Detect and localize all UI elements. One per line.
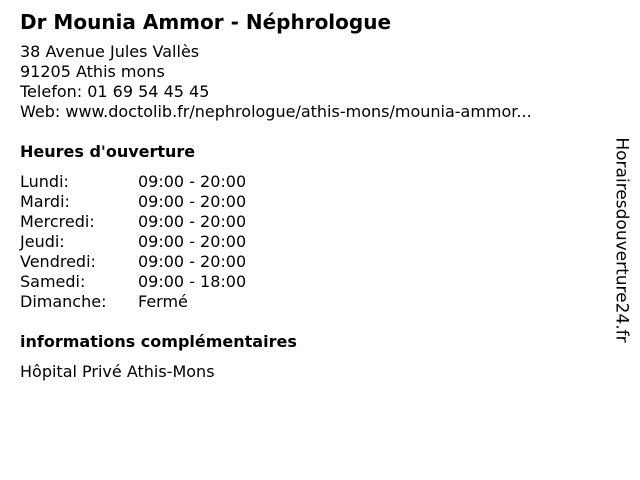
time-range: 09:00 - 20:00 [138, 212, 247, 231]
additional-info-heading: informations complémentaires [20, 332, 297, 351]
hours-row-saturday [20, 272, 600, 292]
listing-card [20, 10, 600, 382]
additional-info-text: Hôpital Privé Athis-Mons [20, 362, 215, 381]
hours-row-monday [20, 172, 600, 192]
opening-hours-heading: Heures d'ouverture [20, 142, 196, 161]
opening-hours-table [20, 172, 600, 312]
day-label: Lundi: [20, 172, 69, 191]
day-label: Vendredi: [20, 252, 96, 271]
day-label: Mercredi: [20, 212, 95, 231]
phone-number: Telefon: 01 69 54 45 45 [20, 82, 210, 101]
hours-row-friday [20, 252, 600, 272]
time-range: Fermé [138, 292, 188, 311]
day-label: Dimanche: [20, 292, 107, 311]
page-title: Dr Mounia Ammor - Néphrologue [20, 10, 392, 34]
address-city: 91205 Athis mons [20, 62, 165, 81]
address-street: 38 Avenue Jules Vallès [20, 42, 200, 61]
time-range: 09:00 - 20:00 [138, 172, 247, 191]
site-watermark [612, 134, 632, 346]
hours-row-tuesday [20, 192, 600, 212]
hours-row-wednesday [20, 212, 600, 232]
time-range: 09:00 - 20:00 [138, 232, 247, 251]
day-label: Jeudi: [20, 232, 65, 251]
hours-row-thursday [20, 232, 600, 252]
watermark-text: Horairesdouverture24.fr [612, 137, 632, 343]
day-label: Mardi: [20, 192, 70, 211]
website-link: Web: www.doctolib.fr/nephrologue/athis-mons/mounia-ammor... [20, 102, 532, 121]
day-label: Samedi: [20, 272, 86, 291]
hours-row-sunday [20, 292, 600, 312]
time-range: 09:00 - 18:00 [138, 272, 247, 291]
time-range: 09:00 - 20:00 [138, 252, 247, 271]
time-range: 09:00 - 20:00 [138, 192, 247, 211]
